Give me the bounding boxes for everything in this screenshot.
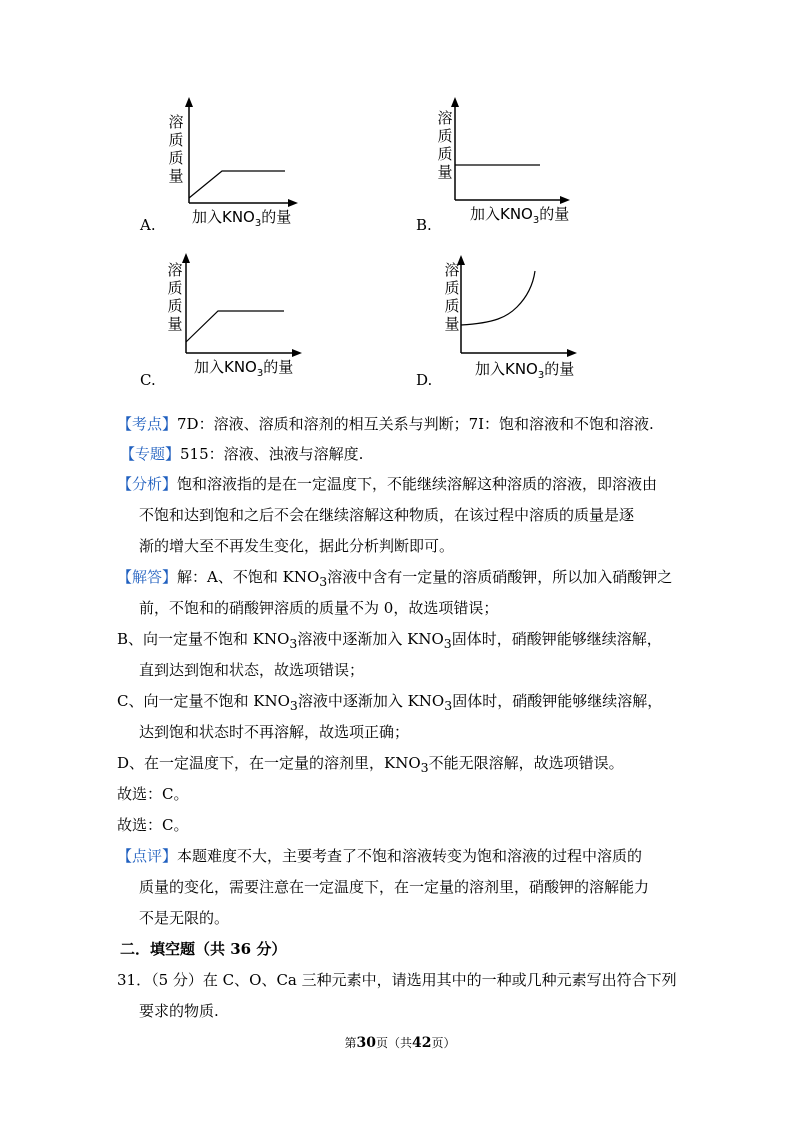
graph-a-curve <box>189 171 285 198</box>
ylabel-char: 溶 <box>168 113 184 131</box>
graph-a-xlabel: 加入$KNO_3$的量 <box>192 208 292 229</box>
option-a-label: A. <box>140 216 156 234</box>
ylabel-char: 质 <box>444 279 460 297</box>
dianping-line-1: 【点评】本题难度不大，主要考查了不饱和溶液转变为饱和溶液的过程中溶质的 <box>117 847 643 865</box>
section-heading: 二．填空题（共 36 分） <box>120 940 287 958</box>
ylabel-char: 质 <box>167 279 183 297</box>
ylabel-char: 质 <box>168 149 184 167</box>
graph-c-xlabel: 加入$KNO_3$的量 <box>194 358 294 379</box>
ylabel-char: 量 <box>167 315 183 333</box>
jieda-line-2: 前，不饱和的硝酸钾溶质的质量不为 0，故选项错误； <box>139 599 499 617</box>
ylabel-char: 溶 <box>167 261 183 279</box>
total-pages: 42 <box>412 1035 432 1051</box>
question-31-line-1: 31．（5 分）在 C、O、Ca 三种元素中，请选用其中的一种或几种元素写出符合下列 <box>117 971 677 989</box>
fenxi-line-1: 【分析】饱和溶液指的是在一定温度下，不能继续溶解这种溶质的溶液，即溶液由 <box>117 475 658 493</box>
jieda-line-c2: 达到饱和状态时不再溶解，故选项正确； <box>139 723 410 741</box>
ylabel-char: 质 <box>168 131 184 149</box>
dianping-line-3: 不是无限的。 <box>139 909 230 927</box>
ylabel-char: 量 <box>437 163 453 181</box>
graph-d-xlabel: 加入$KNO_3$的量 <box>475 360 575 381</box>
zhuanti-tag: 【专题】 <box>120 445 181 463</box>
dianping-tag: 【点评】 <box>117 847 178 865</box>
ylabel-char: 质 <box>444 297 460 315</box>
fenxi-line-3: 渐的增大至不再发生变化，据此分析判断即可。 <box>139 537 455 555</box>
ylabel-char: 溶 <box>444 261 460 279</box>
answer-line-1: 故选：C。 <box>117 785 189 803</box>
graph-c-curve <box>186 311 284 342</box>
graph-b <box>432 95 632 235</box>
ylabel-char: 量 <box>444 315 460 333</box>
page-footer: 第30页（共42页） <box>344 1035 456 1051</box>
jieda-tag: 【解答】 <box>117 568 178 586</box>
graph-b-xlabel: 加入$KNO_3$的量 <box>470 205 570 226</box>
kaodian-line: 【考点】7D：溶液、溶质和溶剂的相互关系与判断；7I：饱和溶液和不饱和溶液. <box>117 415 654 433</box>
option-d-label: D. <box>416 371 433 389</box>
question-31-line-2: 要求的物质. <box>139 1002 219 1020</box>
jieda-line-b2: 直到达到饱和状态，故选项错误； <box>139 661 365 679</box>
ylabel-char: 质 <box>437 127 453 145</box>
kaodian-tag: 【考点】 <box>117 415 178 433</box>
jieda-line-d1: D、在一定温度下，在一定量的溶剂里，$KNO_3$不能无限溶解，故选项错误。 <box>117 754 624 775</box>
ylabel-char: 质 <box>437 145 453 163</box>
ylabel-char: 质 <box>167 297 183 315</box>
graph-c <box>160 245 360 385</box>
page-number: 30 <box>356 1035 376 1051</box>
graph-d-curve <box>461 271 535 325</box>
fenxi-tag: 【分析】 <box>117 475 178 493</box>
jieda-line-b1: B、向一定量不饱和 $KNO_3$溶液中逐渐加入 $KNO_3$固体时，硝酸钾能够继续溶解， <box>117 630 662 651</box>
graph-d <box>435 245 635 385</box>
jieda-line-1: 【解答】解：A、不饱和 $KNO_3$溶液中含有一定量的溶质硝酸钾，所以加入硝酸钾之 <box>117 568 673 589</box>
fenxi-line-2: 不饱和达到饱和之后不会在继续溶解这种物质，在该过程中溶质的质量是逐 <box>139 506 635 524</box>
zhuanti-line: 【专题】515：溶液、浊液与溶解度. <box>120 445 364 463</box>
ylabel-char: 量 <box>168 167 184 185</box>
ylabel-char: 溶 <box>437 109 453 127</box>
graph-a <box>160 95 360 235</box>
answer-line-2: 故选：C。 <box>117 816 189 834</box>
dianping-line-2: 质量的变化，需要注意在一定温度下，在一定量的溶剂里，硝酸钾的溶解能力 <box>139 878 650 896</box>
jieda-line-c1: C、向一定量不饱和 $KNO_3$溶液中逐渐加入 $KNO_3$固体时，硝酸钾能够继续溶解， <box>117 692 663 713</box>
option-b-label: B. <box>416 216 432 234</box>
option-c-label: C. <box>140 371 156 389</box>
